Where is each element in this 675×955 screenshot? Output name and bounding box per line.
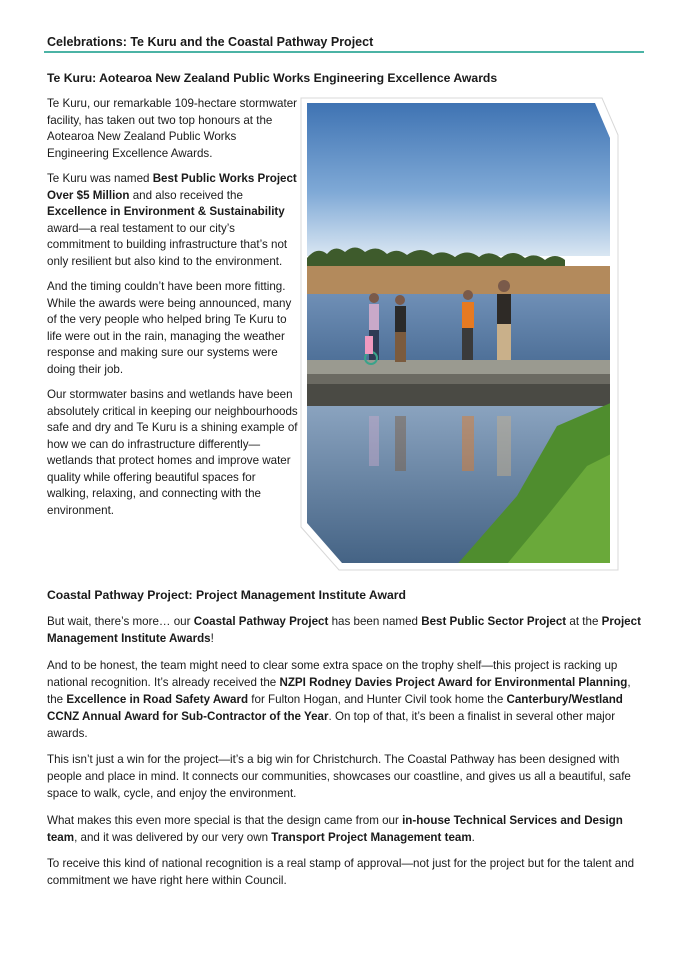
section2-paragraph-1: But wait, there’s more… our Coastal Pathway Project has been named Best Public Sector Project at the Project Management Institute Awards! bbox=[47, 615, 641, 645]
header-rule bbox=[44, 51, 644, 53]
section1-paragraph-4: Our stormwater basins and wetlands have been absolutely critical in keeping our neighbourhoods safe and dry and Te Kuru is a shining example of how we can do infrastructure differently—wetlands that protect homes and improve water quality while offering beautiful spaces for walking, relaxing, and connecting with the environment. bbox=[47, 388, 298, 517]
section2-heading: Coastal Pathway Project: Project Management Institute Award bbox=[47, 588, 406, 602]
people-walking-boardwalk-wetland-photo bbox=[297, 96, 624, 574]
section2-paragraph-2: And to be honest, the team might need to clear some extra space on the trophy shelf—this project is racking up national recognition. It’s already received the NZPI Rodney Davies Project Award for Environmental Planning, the Excellence in Road Safety Award for Fulton Hogan, and Hunter Civil took home the Canterbury/Westland CCNZ Annual Award for Sub-Contractor of the Year. On top of that, it’s been a finalist in several other major awards. bbox=[47, 658, 631, 740]
section1-paragraph-3: And the timing couldn’t have been more fitting. While the awards were being announced, many of the very people who helped bring Te Kuru to life were out in the rain, managing the weather response and making sure our systems were doing their job. bbox=[47, 280, 292, 376]
section1-body bbox=[47, 96, 299, 528]
section1-paragraph-2: Te Kuru was named Best Public Works Project Over $5 Million and also received the Excellence in Environment & Sustainability award—a real testament to our city’s commitment to building infrastructure that’s not only resilient but also kind to the environment. bbox=[47, 172, 297, 268]
section1-paragraph-1: Te Kuru, our remarkable 109-hectare stormwater facility, has taken out two top honours at the Aotearoa New Zealand Public Works Engineering Excellence Awards. bbox=[47, 97, 298, 160]
page-header-title: Celebrations: Te Kuru and the Coastal Pathway Project bbox=[47, 35, 374, 49]
section2-paragraph-3: This isn’t just a win for the project—it’s a big win for Christchurch. The Coastal Pathway has been designed with people and place in mind. It connects our communities, showcases our coastline, and gives us all a beautiful, safe space to walk, cycle, and enjoy the environment. bbox=[47, 753, 631, 800]
section2-paragraph-5: To receive this kind of national recognition is a real stamp of approval—not just for the project but for the talent and commitment we have right here within Council. bbox=[47, 857, 635, 887]
section2-paragraph-4: What makes this even more special is that the design came from our in-house Technical Services and Design team, and it was delivered by our very own Transport Project Management team. bbox=[47, 813, 623, 844]
section1-heading: Te Kuru: Aotearoa New Zealand Public Works Engineering Excellence Awards bbox=[47, 71, 498, 85]
section2-body bbox=[47, 613, 643, 899]
